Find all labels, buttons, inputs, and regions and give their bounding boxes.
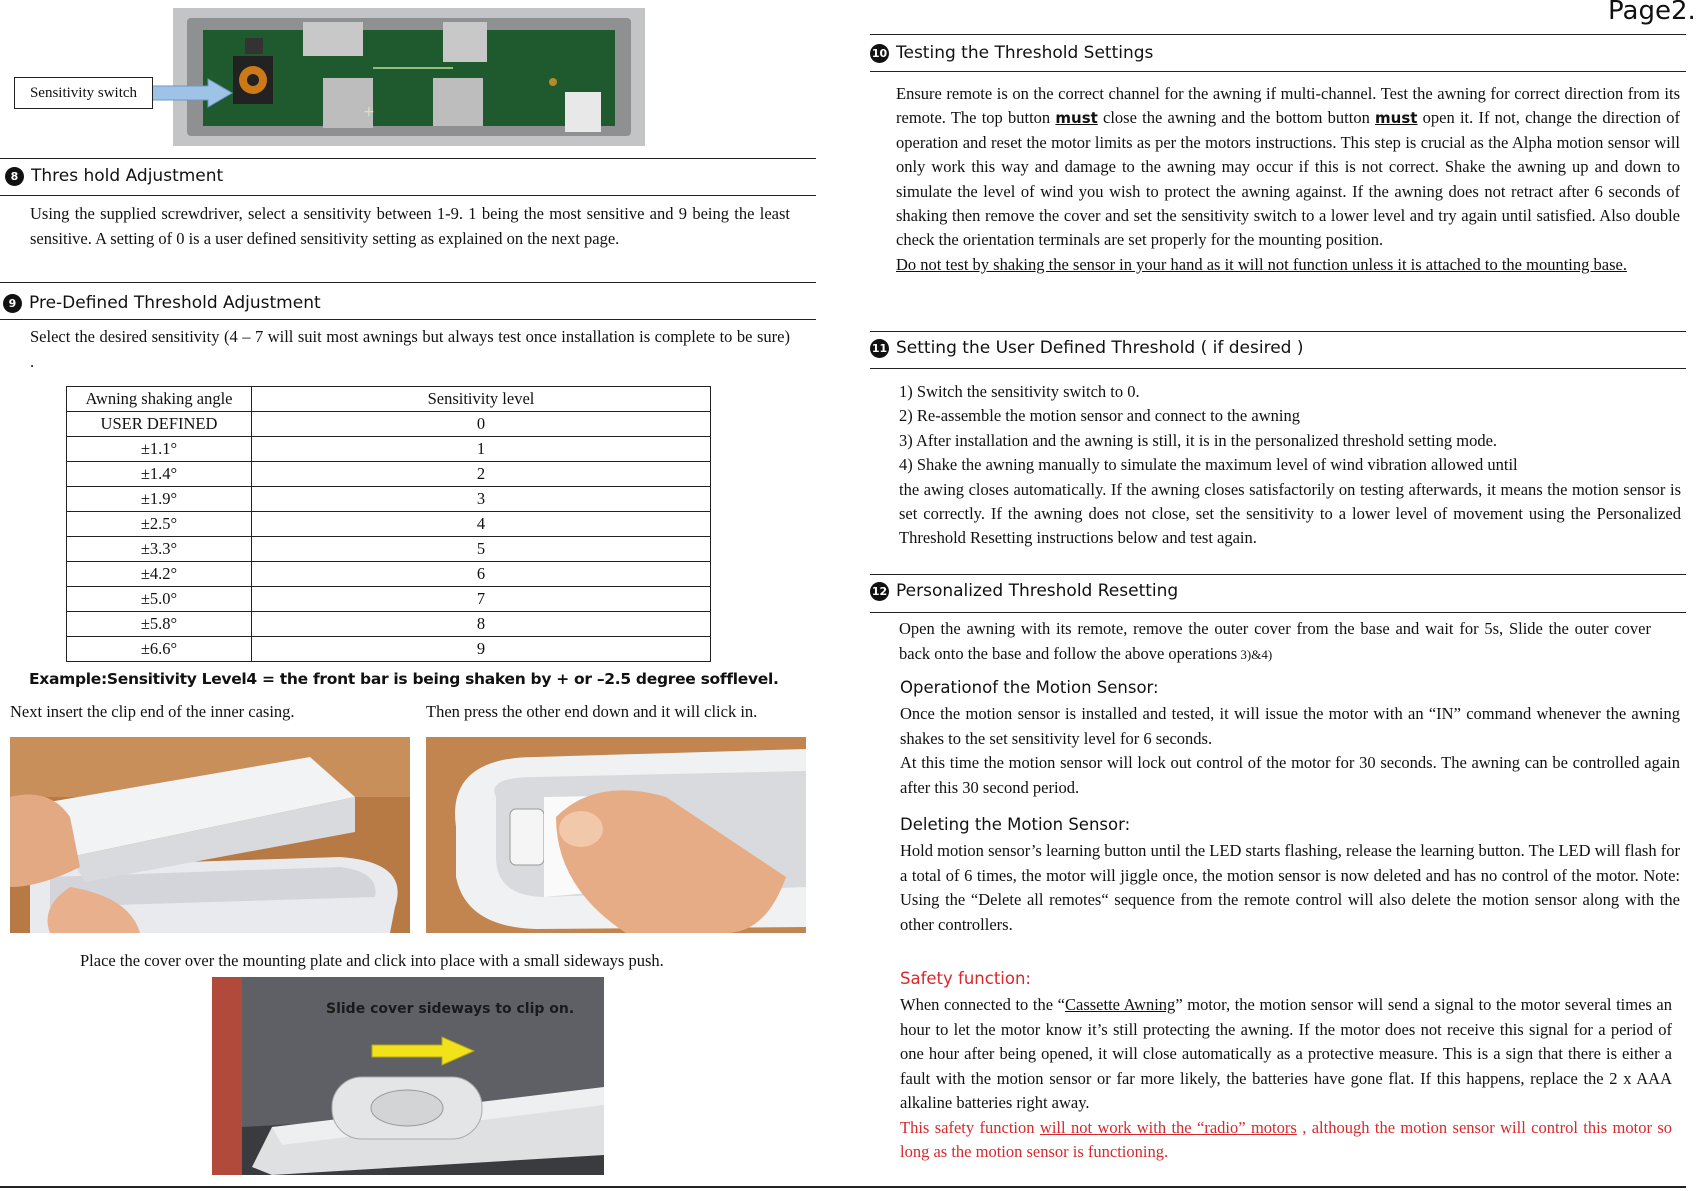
pcb-illustration <box>173 8 645 146</box>
step-item: 1) Switch the sensitivity switch to 0. <box>899 382 1140 401</box>
section-12-bottom-rule <box>870 612 1686 613</box>
section-11-number: 11 <box>870 339 889 358</box>
table-row <box>67 412 711 437</box>
example-line: Example:Sensitivity Level4 = the front bar is being shaken by + or –2.5 degree sofflevel. <box>29 670 779 688</box>
section-10-text-b: close the awning and the bottom button <box>1097 108 1376 128</box>
table-row <box>67 587 711 612</box>
press-end-illustration <box>426 737 806 933</box>
cassette-awning-link: Cassette Awning <box>1064 995 1176 1014</box>
safety-title: Safety function: <box>900 969 1031 988</box>
caption-press-end: Then press the other end down and it will click in. <box>426 702 758 721</box>
section-12-top-rule <box>870 574 1686 575</box>
table-cell-level: 9 <box>252 637 711 662</box>
table-cell-level: 2 <box>252 462 711 487</box>
section-9-body: Select the desired sensitivity (4 – 7 will suit most awnings but always test once installation is complete to be sure) . <box>30 327 790 371</box>
section-10-heading <box>870 43 1153 63</box>
section-11-heading <box>870 338 1303 358</box>
insert-clip-illustration <box>10 737 410 933</box>
radio-motors-note: will not work with the “radio” motors <box>1039 1117 1297 1137</box>
table-cell-level: 3 <box>252 487 711 512</box>
section-9-top-rule <box>0 282 816 283</box>
safety-text-b: ” motor, the motion sensor will send a signal to the motor several times an hour to let the motor know it’s still protecting the awning. If the motor does not receive this signal for a period of one hour after being opened, it will close automatically as a protective measure. This is a sign that there is either a fault with the motion sensor or far more likely, the batteries have gone flat. If this happens, replace the 2 x AAA alkaline batteries right away. <box>900 995 1673 1112</box>
section-12-ref: 3)&4) <box>1237 646 1273 662</box>
operation-p2: At this time the motion sensor will lock out control of the motor for 30 seconds. The awning can be controlled again after this 30 second period. <box>900 753 1680 797</box>
table-cell-angle: ±4.2° <box>67 562 252 587</box>
table-cell-level: 0 <box>252 412 711 437</box>
section-10-title: Testing the Threshold Settings <box>896 43 1154 63</box>
table-cell-angle: ±1.1° <box>67 437 252 462</box>
operation-title: Operationof the Motion Sensor: <box>900 678 1159 697</box>
table-header-level: Sensitivity level <box>252 387 711 412</box>
table-cell-angle: ±5.0° <box>67 587 252 612</box>
section-10-top-rule <box>870 34 1686 35</box>
safety-red-b: , although the motion sensor will control this motor so long as the motion sensor is functioning. <box>900 1117 1673 1161</box>
table-cell-level: 6 <box>252 562 711 587</box>
table-cell-level: 8 <box>252 612 711 637</box>
section-12-title: Personalized Threshold Resetting <box>896 581 1179 601</box>
operation-p1: Once the motion sensor is installed and tested, it will issue the motor with an “IN” command whenever the awning shakes to the set sensitivity level for 6 seconds. <box>900 704 1680 748</box>
section-10-bottom-rule <box>870 71 1686 72</box>
section-9-number: 9 <box>3 294 22 313</box>
deleting-body: Hold motion sensor’s learning button until the LED starts flashing, release the learning button. The LED will flash for a total of 6 times, the motor will jiggle once, the motion sensor is now deleted and has no control of the motor. Note: Using the “Delete all remotes“ sequence from the remote control will also delete the motion sensor along with the other controllers. <box>900 841 1680 934</box>
table-row <box>67 487 711 512</box>
section-11-top-rule <box>870 331 1686 332</box>
safety-body <box>900 993 1672 1165</box>
table-row <box>67 537 711 562</box>
table-cell-angle: ±6.6° <box>67 637 252 662</box>
table-row <box>67 637 711 662</box>
caption-place-cover: Place the cover over the mounting plate and click into place with a small sideways push. <box>80 951 664 970</box>
table-cell-angle: ±3.3° <box>67 537 252 562</box>
table-cell-angle: ±1.4° <box>67 462 252 487</box>
table-row <box>67 437 711 462</box>
step-item: 4) Shake the awning manually to simulate the maximum level of wind vibration allowed until <box>899 455 1518 475</box>
step-4-continuation: the awing closes automatically. If the awning closes satisfactorily on testing afterwards, it means the motion sensor is set correctly. If the awning does not close, set the sensitivity to a lower level of movement using the Personalized Threshold Resetting instructions below and test again. <box>899 479 1681 548</box>
table-header-angle: Awning shaking angle <box>67 387 252 412</box>
operation-body <box>900 702 1680 800</box>
table-cell-level: 7 <box>252 587 711 612</box>
table-row <box>67 512 711 537</box>
section-8-number: 8 <box>5 167 24 186</box>
must-emphasis: must <box>1055 109 1098 128</box>
section-8-top-rule <box>0 158 816 159</box>
table-header-row <box>67 387 711 412</box>
section-12-heading <box>870 581 1178 601</box>
section-8-title: Thres hold Adjustment <box>31 166 224 186</box>
sensitivity-switch-photo <box>173 8 645 146</box>
table-cell-level: 5 <box>252 537 711 562</box>
cover-photo-text: Slide cover sideways to clip on. <box>326 1001 575 1017</box>
must-emphasis: must <box>1375 109 1418 128</box>
photo-press-end <box>426 737 806 933</box>
svg-text:+: + <box>363 104 375 120</box>
section-11-bottom-rule <box>870 368 1686 369</box>
table-row <box>67 562 711 587</box>
section-10-body <box>896 82 1680 277</box>
section-10-number: 10 <box>870 44 889 63</box>
table-cell-level: 4 <box>252 512 711 537</box>
section-12-body <box>899 617 1651 667</box>
section-11-title: Setting the User Defined Threshold ( if desired ) <box>896 338 1304 358</box>
section-9-title: Pre-Defined Threshold Adjustment <box>29 293 321 313</box>
table-row <box>67 462 711 487</box>
section-10-text-a: Ensure remote is on the correct channel for the awning if multi-channel. Test the awning for correct direction from its remote. The top button <box>896 84 1680 128</box>
section-12-text: Open the awning with its remote, remove the outer cover from the base and wait for 5s, Slide the outer cover back onto the base and follow the above operations <box>899 619 1651 663</box>
table-cell-angle: USER DEFINED <box>67 412 252 437</box>
section-10-text-c: open it. If not, change the direction of operation and reset the motor limits as per the motors instructions. This step is crucial as the Alpha motion sensor will only work this way and damage to the awning may occur if this is not correct. Shake the awning up and down to simulate the level of wind you wish to protect the awning against. If the awning does not retract after 6 seconds of shaking then remove the cover and set the sensitivity switch to a lower level and try again until satisfied. Also double check the orientation terminals are set properly for the mounting position. <box>896 108 1680 250</box>
table-cell-level: 1 <box>252 437 711 462</box>
section-9-heading <box>3 293 321 313</box>
section-8-body: Using the supplied screwdriver, select a sensitivity between 1-9. 1 being the most sensitive and 9 being the least sensitive. A setting of 0 is a user defined sensitivity setting as explained on the next page. <box>30 204 790 248</box>
safety-red-a: This safety function <box>900 1117 1040 1137</box>
sensitivity-table <box>66 386 711 662</box>
photo-cover-slide <box>212 977 604 1175</box>
section-8-bottom-rule <box>0 195 816 196</box>
table-row <box>67 612 711 637</box>
step-item: 2) Re-assemble the motion sensor and connect to the awning <box>899 406 1300 426</box>
page-bottom-rule <box>0 1186 1686 1188</box>
arrow-icon <box>150 78 234 108</box>
page-number: Page2. <box>1608 0 1696 26</box>
safety-text-a: When connected to the “ <box>900 995 1065 1014</box>
table-cell-angle: ±1.9° <box>67 487 252 512</box>
step-item: 3) After installation and the awning is still, it is in the personalized threshold setting mode. <box>899 430 1498 450</box>
caption-insert-clip: Next insert the clip end of the inner casing. <box>10 702 295 721</box>
section-8-heading <box>5 166 223 186</box>
section-10-warning: Do not test by shaking the sensor in your hand as it will not function unless it is attached to the mounting base. <box>896 254 1627 274</box>
section-11-steps <box>899 380 1681 551</box>
table-cell-angle: ±2.5° <box>67 512 252 537</box>
photo-insert-clip <box>10 737 410 933</box>
deleting-title: Deleting the Motion Sensor: <box>900 815 1131 834</box>
section-9-bottom-rule <box>0 319 816 320</box>
sensitivity-switch-label: Sensitivity switch <box>14 77 153 109</box>
section-12-number: 12 <box>870 582 889 601</box>
table-cell-angle: ±5.8° <box>67 612 252 637</box>
